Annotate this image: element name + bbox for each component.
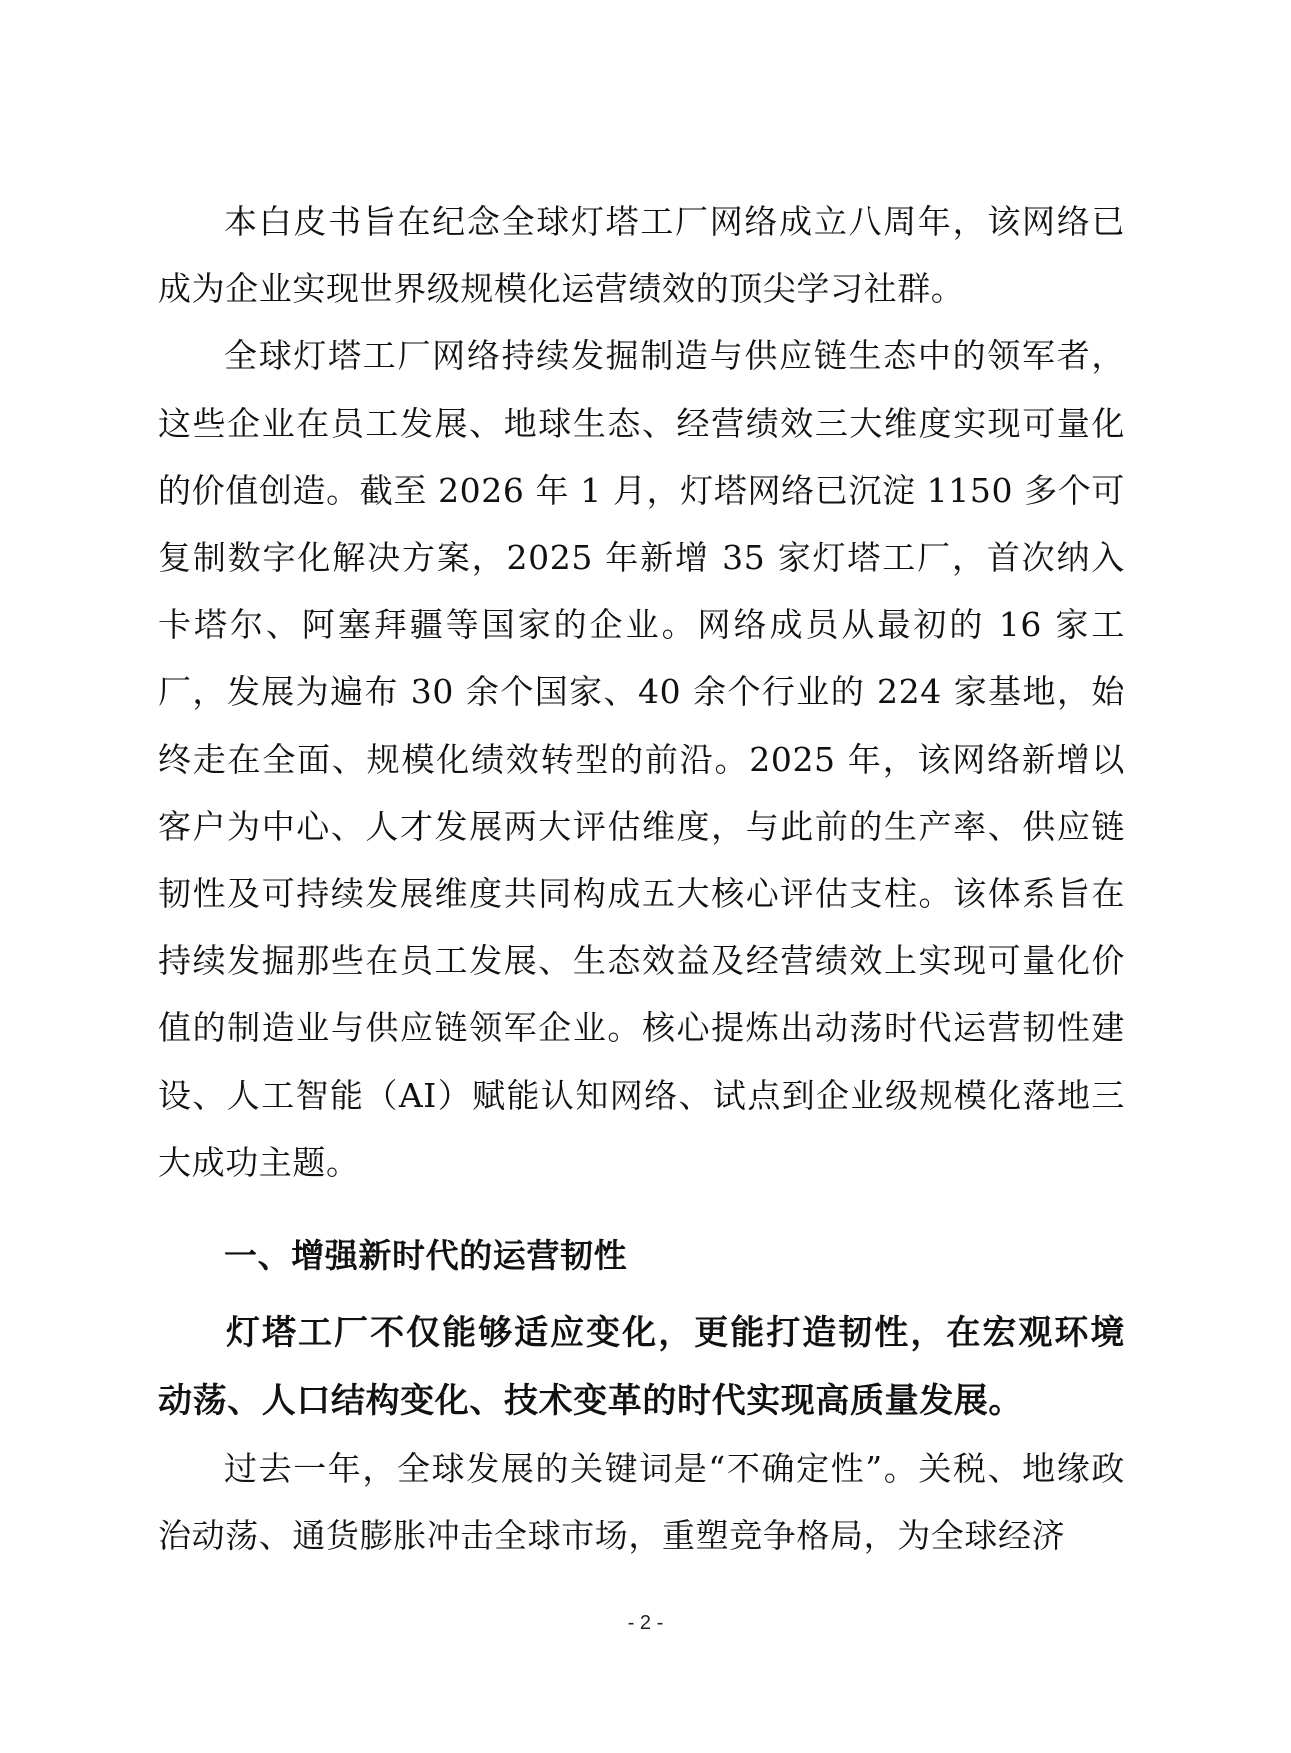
network-overview-paragraph: 全球灯塔工厂网络持续发掘制造与供应链生态中的领军者，这些企业在员工发展、地球生态、经营绩效三大维度实现可量化的价值创造。截至 2026 年 1 月，灯塔网络已沉淀 1150 多个可复制数字化解决方案，2025 年新增 35 家灯塔工厂，首次纳入卡塔尔、阿塞拜疆等国家的企业。网络成员从最初的 16 家工厂，发展为遍布 30 余个国家、40 余个行业的 224 家基地，始终走在全面、规模化绩效转型的前沿。2025 年，该网络新增以客户为中心、人才发展两大评估维度，与此前的生产率、供应链韧性及可持续发展维度共同构成五大核心评估支柱。该体系旨在持续发掘那些在员工发展、生态效益及经营绩效上实现可量化价值的制造业与供应链领军企业。核心提炼出动荡时代运营韧性建设、人工智能（AI）赋能认知网络、试点到企业级规模化落地三大成功主题。 [158,336,1125,1182]
section-body-paragraph: 过去一年，全球发展的关键词是“不确定性”。关税、地缘政治动荡、通货膨胀冲击全球市场，重塑竞争格局，为全球经济 [158,1449,1125,1556]
section-lead-paragraph: 灯塔工厂不仅能够适应变化，更能打造韧性，在宏观环境动荡、人口结构变化、技术变革的时代实现高质量发展。 [158,1313,1125,1421]
section-heading: 一、增强新时代的运营韧性 [224,1236,628,1276]
intro-paragraph: 本白皮书旨在纪念全球灯塔工厂网络成立八周年，该网络已成为企业实现世界级规模化运营绩效的顶尖学习社群。 [158,202,1125,309]
page-number: - 2 - [627,1612,664,1634]
document-body [158,188,1125,1569]
